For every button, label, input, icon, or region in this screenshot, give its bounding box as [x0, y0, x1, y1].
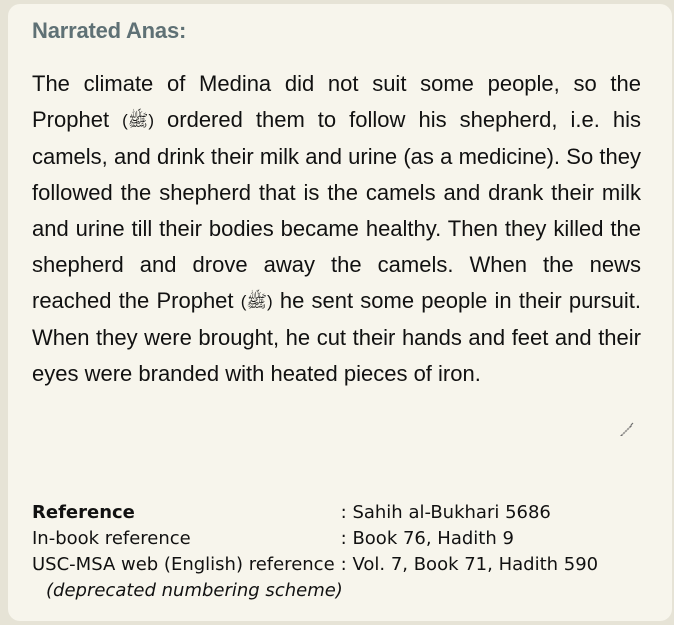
reference-label: In-book reference — [32, 528, 191, 549]
reference-value: : Vol. 7, Book 71, Hadith 590 — [340, 554, 599, 575]
deprecated-note: (deprecated numbering scheme) — [46, 580, 343, 601]
reference-row — [32, 554, 598, 580]
hadith-text-part-2: ordered them to follow his shepherd, i.e. his camels, and drink their milk and urine (as a medicine). So they followed the shepherd that is the camels and drank their milk and urine till their bodies became healthy. Then they killed the shepherd and drove away the camels. When the news reached the Prophet — [32, 107, 641, 313]
reference-value: : Sahih al-Bukhari 5686 — [340, 502, 551, 523]
hadith-text-part-3: he sent some people in their pursuit. When they were brought, he cut their hands and feet and their eyes were branded with heated pieces of iron. — [32, 288, 641, 386]
narrator-heading: Narrated Anas: — [32, 18, 187, 43]
reference-row — [32, 528, 598, 554]
pbuh-symbol: (ﷺ) — [122, 111, 154, 130]
reference-table — [32, 502, 598, 580]
hadith-text-part-1: The climate of Medina did not suit some people, so the Prophet — [32, 71, 641, 132]
hadith-text — [32, 66, 641, 392]
reference-value: : Book 76, Hadith 9 — [340, 528, 514, 549]
hadith-card — [8, 4, 672, 621]
quill-pen-icon[interactable] — [618, 422, 634, 438]
reference-row — [32, 502, 598, 528]
reference-label: Reference — [32, 502, 135, 523]
pbuh-symbol: (ﷺ) — [240, 292, 273, 311]
reference-label: USC-MSA web (English) reference — [32, 554, 335, 575]
